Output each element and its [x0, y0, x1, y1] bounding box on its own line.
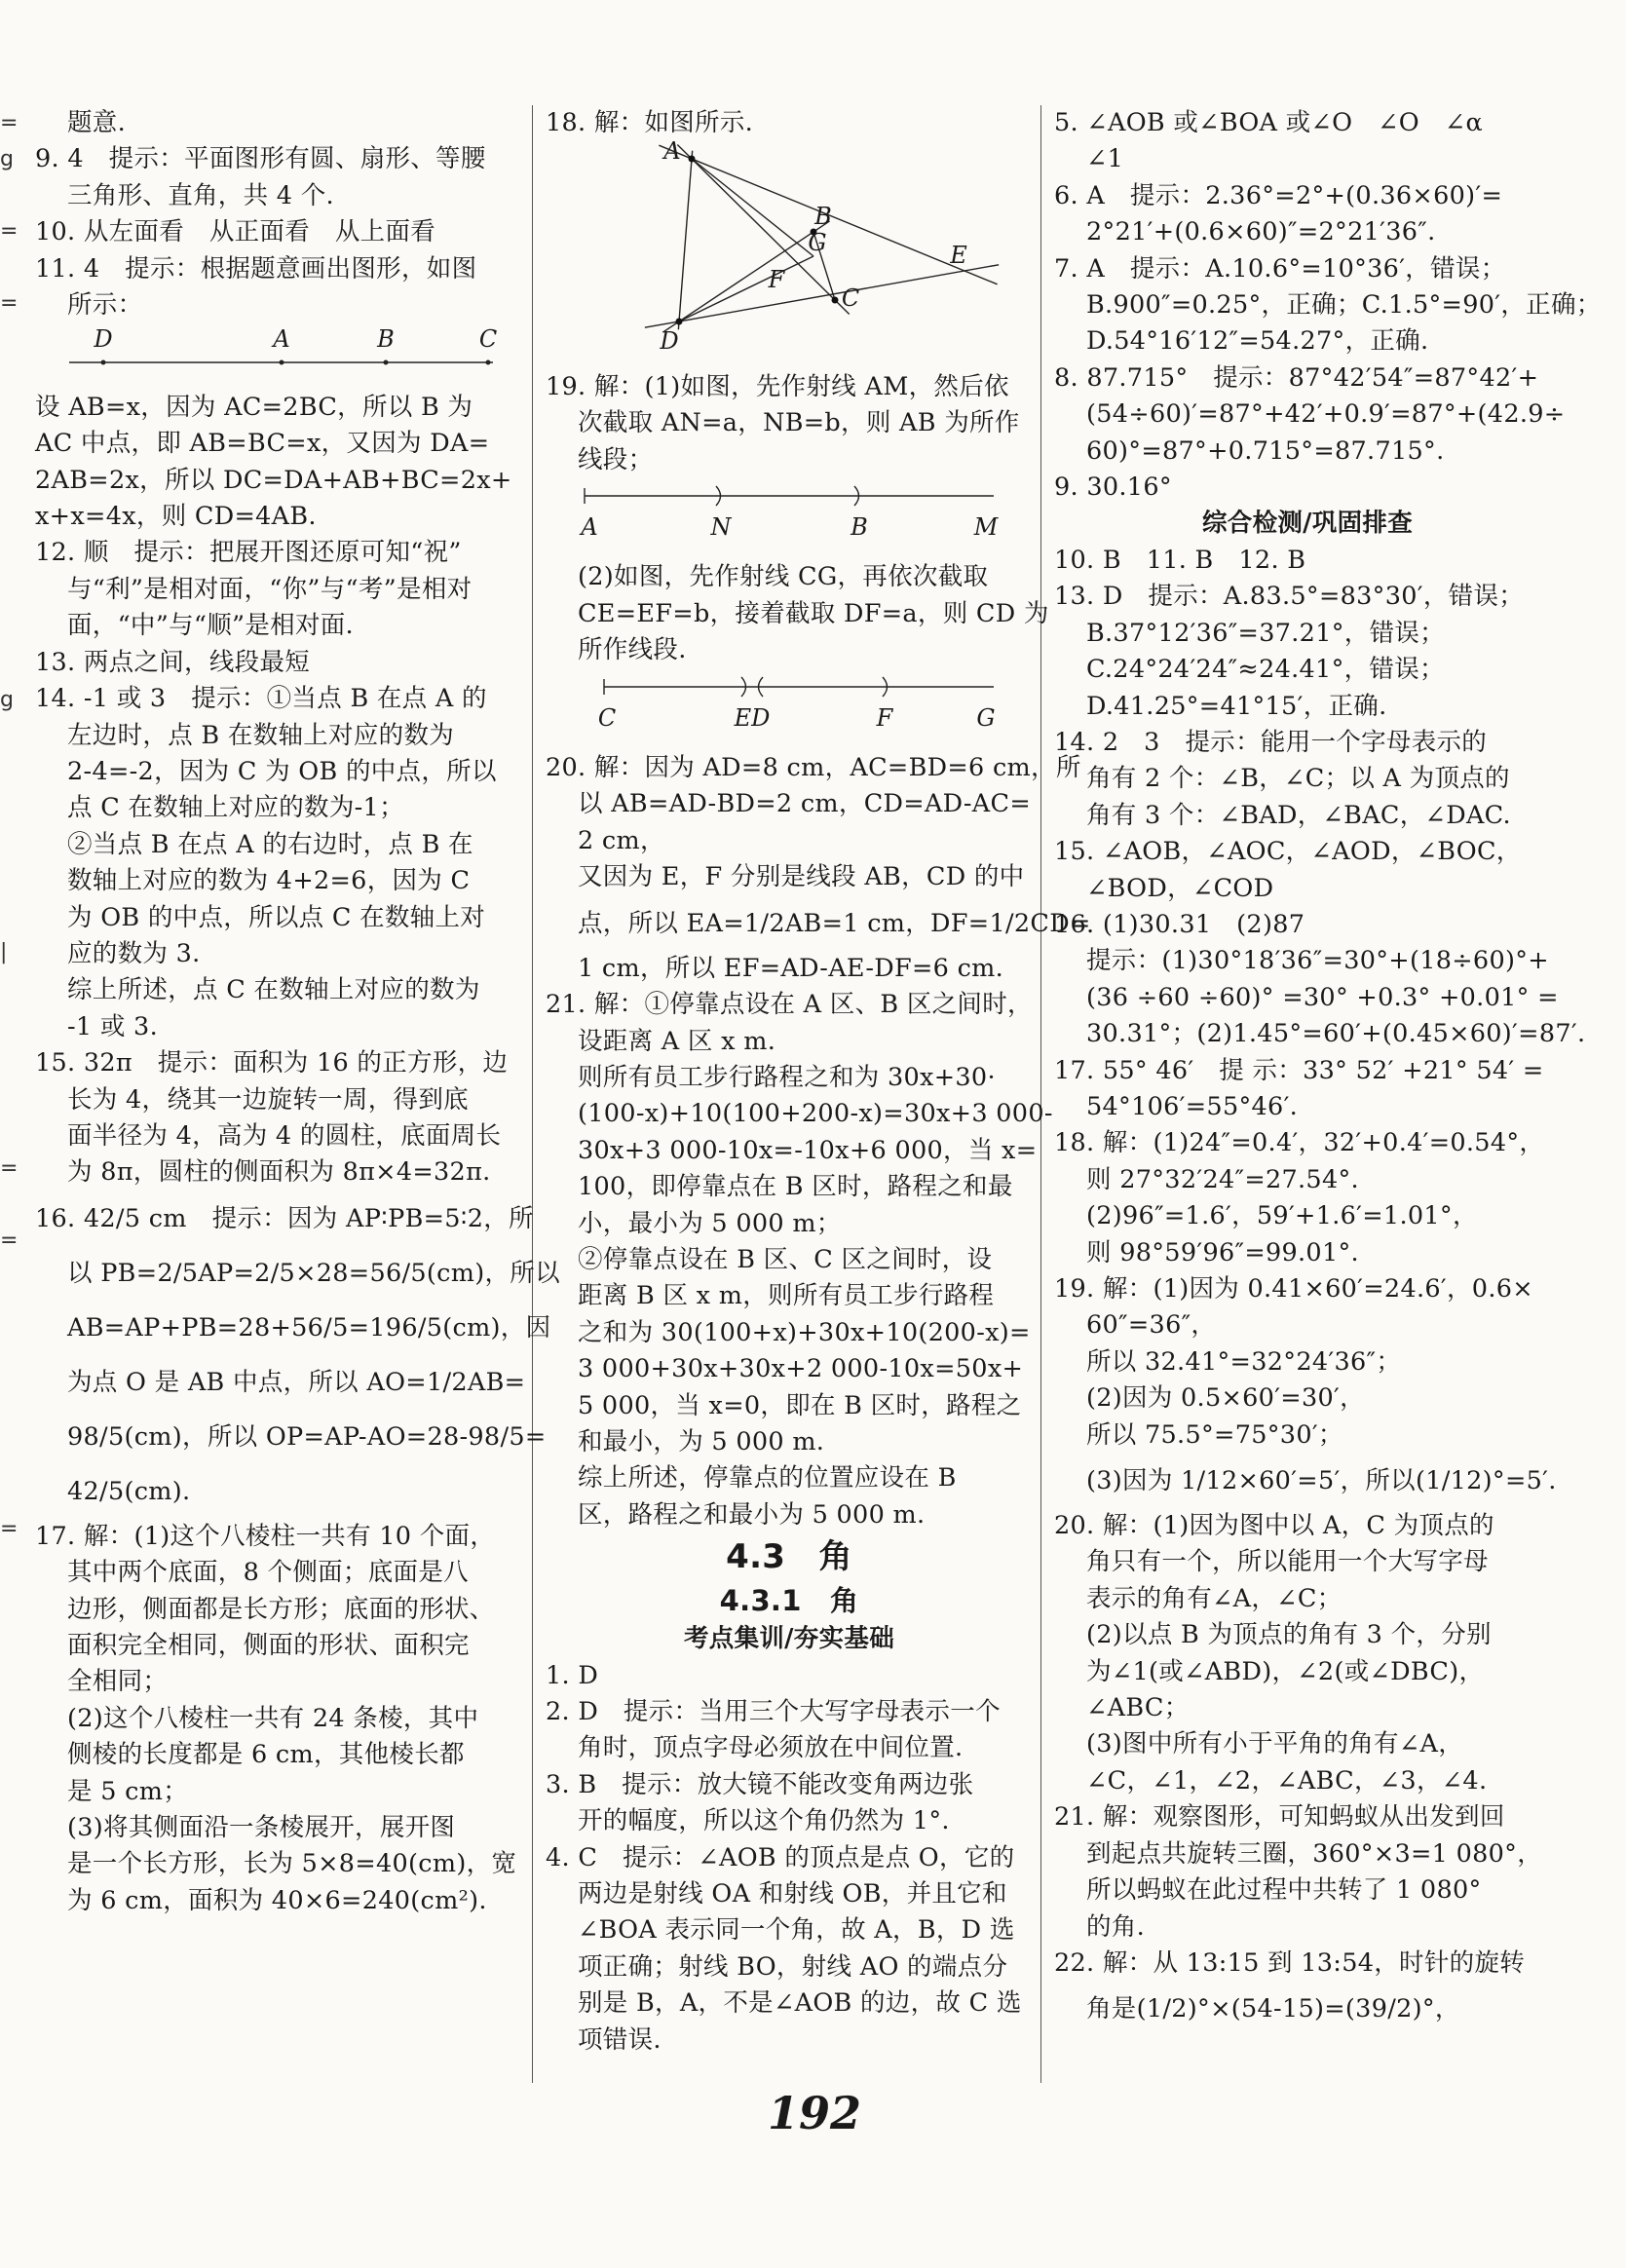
answer-line: 100，即停靠点在 B 区时，路程之和最: [578, 1172, 1013, 1202]
answer-line: 2. D 提示：当用三个大写字母表示一个: [546, 1697, 1001, 1726]
answer-line: 面半径为 4，高为 4 的圆柱，底面周长: [67, 1120, 502, 1151]
point-label: ED: [734, 703, 771, 732]
answer-line: (100-x)+10(100+200-x)=30x+3 000-: [578, 1099, 1053, 1129]
answer-line: ∠1: [1086, 144, 1124, 174]
answer-line: 之和为 30(100+x)+30x+10(200-x)=: [578, 1317, 1031, 1347]
answer-line: 15. 32π 提示：面积为 16 的正方形，边: [35, 1048, 509, 1078]
answer-line: (36 ÷60 ÷60)° =30° +0.3° +0.01° =: [1086, 982, 1559, 1012]
answer-line: 面积完全相同，侧面的形状、面积完: [67, 1631, 470, 1660]
answer-line: 为 OB 的中点，所以点 C 在数轴上对: [67, 902, 486, 932]
answer-line: 设距离 A 区 x m.: [578, 1026, 776, 1056]
margin-mark: [0, 862, 19, 898]
answer-line: 20. 解：(1)因为图中以 A，C 为顶点的: [1054, 1511, 1494, 1541]
answer-line: 则 98°59′96″=99.01°.: [1086, 1237, 1359, 1267]
answer-line: 左边时，点 B 在数轴上对应的数为: [67, 720, 455, 750]
answer-line: 侧棱的长度都是 6 cm，其他棱长都: [67, 1740, 465, 1770]
margin-mark: g: [0, 147, 14, 171]
margin-mark: |: [0, 940, 8, 964]
answer-line: (3)将其侧面沿一条棱展开，展开图: [67, 1813, 456, 1843]
answer-line: 是 5 cm；: [67, 1776, 188, 1806]
answer-line: 到起点共旋转三圈，360°×3=1 080°，: [1086, 1838, 1543, 1869]
answer-line: 1 cm，所以 EF=AD-AE-DF=6 cm.: [578, 953, 1004, 983]
margin-mark: [0, 718, 19, 754]
answer-line: 长为 4，绕其一边旋转一周，得到底: [67, 1084, 469, 1115]
segment-figure-dabc: [35, 323, 522, 389]
point-label: D: [660, 327, 679, 356]
margin-mark: [0, 249, 19, 285]
answer-line: 为 6 cm，面积为 40×6=240(cm²).: [67, 1885, 487, 1915]
answer-line: 16. (1)30.31 (2)87: [1054, 909, 1305, 939]
answer-line: 和最小，为 5 000 m.: [578, 1426, 825, 1456]
answer-line: 18. 解：如图所示.: [546, 108, 754, 137]
answer-line: 17. 55° 46′ 提 示：33° 52′ +21° 54′ =: [1054, 1055, 1544, 1085]
margin-mark: [0, 538, 19, 574]
answer-line: B.37°12′36″=37.21°，错误；: [1086, 618, 1445, 648]
answer-line: 11. 4 提示：根据题意画出图形，如图: [35, 253, 477, 284]
answer-line: ∠BOD，∠COD: [1086, 873, 1274, 903]
answer-line: 19. 解：(1)因为 0.41×60′=24.6′，0.6×: [1054, 1274, 1533, 1304]
answer-line: 60″=36″，: [1086, 1310, 1217, 1341]
point-label: A: [581, 513, 598, 542]
answer-line: 10. B 11. B 12. B: [1054, 545, 1306, 575]
answer-line: 角是(1/2)°×(54-15)=(39/2)°，: [1086, 1994, 1460, 2024]
answer-line: (54÷60)′=87°+42′+0.9′=87°+(42.9÷: [1086, 399, 1566, 430]
margin-mark: =: [0, 1156, 19, 1181]
margin-mark: [0, 1259, 19, 1295]
margin-mark: [0, 1006, 19, 1042]
answer-line: 22. 解：从 13:15 到 13:54，时针的旋转: [1054, 1947, 1526, 1978]
answer-line: 为点 O 是 AB 中点，所以 AO=1/2AB=: [67, 1367, 526, 1397]
answer-line: 线段；: [578, 444, 654, 474]
ray-figure-anbm: [546, 478, 1033, 559]
answer-line: 角只有一个，所以能用一个大写字母: [1086, 1547, 1489, 1577]
answer-line: 2 cm，: [578, 825, 665, 855]
answer-line: 题意.: [67, 108, 127, 137]
answer-line: AC 中点，即 AB=BC=x，又因为 DA=: [35, 429, 490, 459]
exercise-group-heading: 综合检测/巩固排查: [1201, 509, 1413, 539]
point-label: G: [976, 703, 996, 732]
answer-line: 21. 解：观察图形，可知蚂蚁从出发到回: [1054, 1802, 1505, 1833]
margin-mark: =: [0, 1228, 19, 1253]
figure-svg: [546, 669, 1003, 739]
answer-line: 面，“中”与“顺”是相对面.: [67, 611, 354, 641]
answer-line: 13. D 提示：A.83.5°=83°30′，错误；: [1054, 582, 1525, 612]
point-label: A: [273, 325, 290, 354]
answer-line: 14. -1 或 3 提示：①当点 B 在点 A 的: [35, 684, 487, 714]
answer-line: 30.31°；(2)1.45°=60′+(0.45×60)′=87′.: [1086, 1019, 1586, 1049]
answer-line: ∠BOA 表示同一个角，故 A，B，D 选: [578, 1915, 1015, 1946]
point-marker: [280, 360, 284, 365]
answer-line: 60)°=87°+0.715°=87.715°.: [1086, 435, 1445, 466]
answer-line: C.24°24′24″≈24.41°，错误；: [1086, 655, 1445, 685]
answer-line: 与“利”是相对面，“你”与“考”是相对: [67, 574, 473, 604]
answer-line: 其中两个底面，8 个侧面；底面是八: [67, 1558, 469, 1588]
answer-line: 18. 解：(1)24″=0.4′，32′+0.4′=0.54°，: [1054, 1128, 1545, 1158]
point-label: F: [876, 703, 893, 732]
answer-line: 项正确；射线 BO，射线 AO 的端点分: [578, 1951, 1008, 1982]
answer-line: 距离 B 区 x m，则所有员工步行路程: [578, 1281, 995, 1311]
answer-line: 角时，顶点字母必须放在中间位置.: [578, 1733, 964, 1763]
margin-mark: [0, 502, 19, 538]
answer-line: 为 8π，圆柱的侧面积为 8π×4=32π.: [67, 1157, 491, 1188]
margin-mark: =: [0, 219, 19, 244]
point-marker: [689, 156, 696, 163]
answer-line: 所示：: [67, 290, 143, 321]
exercise-group-heading: 考点集训/夯实基础: [683, 1624, 894, 1654]
margin-mark: [0, 177, 19, 213]
answer-line: CE=EF=b，接着截取 DF=a，则 CD 为: [578, 598, 1049, 628]
answer-line: 以 AB=AD-BD=2 cm，CD=AD-AC=: [578, 789, 1031, 819]
answer-line: 3 000+30x+30x+2 000-10x=50x+: [578, 1354, 1024, 1384]
answer-line: 2°21′+(0.6×60)″=2°21′36″.: [1086, 217, 1436, 247]
subsection-heading: 4.3.1 角: [719, 1584, 859, 1618]
ray-figure-cedfg: [546, 669, 1033, 750]
answer-column-3: [1054, 105, 1602, 2036]
answer-line: 10. 从左面看 从正面看 从上面看: [35, 217, 436, 247]
margin-mark: [0, 610, 19, 646]
answer-line: 20. 解：因为 AD=8 cm，AC=BD=6 cm，所: [546, 753, 1081, 783]
answer-line: 设 AB=x，因为 AC=2BC，所以 B 为: [35, 392, 473, 422]
section-heading: 4.3 角: [726, 1537, 852, 1577]
answer-line: 是一个长方形，长为 5×8=40(cm)，宽: [67, 1849, 517, 1879]
answer-line: D.54°16′12″=54.27°，正确.: [1086, 326, 1429, 357]
margin-mark: =: [0, 1517, 19, 1541]
point-label: D: [94, 325, 113, 354]
answer-line: 点 C 在数轴上对应的数为-1；: [67, 793, 404, 823]
answer-line: (3)因为 1/12×60′=5′，所以(1/12)°=5′.: [1086, 1466, 1557, 1496]
margin-mark: [0, 358, 19, 394]
point-label: E: [950, 242, 967, 270]
answer-line: ∠ABC；: [1086, 1693, 1190, 1723]
margin-mark: [0, 1295, 19, 1331]
margin-mark: [0, 1115, 19, 1151]
margin-mark: [0, 1078, 19, 1115]
answer-line: (2)如图，先作射线 CG，再依次截取: [578, 562, 989, 592]
point-marker: [676, 319, 683, 325]
point-label: B: [851, 513, 868, 542]
margin-mark: [0, 826, 19, 862]
point-label: G: [808, 229, 827, 257]
answer-line: 以 PB=2/5AP=2/5×28=56/5(cm)，所以: [67, 1258, 560, 1288]
answer-line: 2AB=2x，所以 DC=DA+AB+BC=2x+: [35, 465, 512, 495]
point-label: M: [973, 513, 999, 542]
answer-line: 1. D: [546, 1660, 599, 1690]
answer-line: -1 或 3.: [67, 1011, 158, 1041]
geometry-figure: [546, 137, 1033, 368]
margin-mark: [0, 430, 19, 466]
answer-line: 小，最小为 5 000 m；: [578, 1208, 842, 1238]
answer-line: ∠C，∠1，∠2，∠ABC，∠3，∠4.: [1086, 1765, 1488, 1796]
margin-mark: [0, 1403, 19, 1439]
margin-mark: g: [0, 688, 14, 712]
answer-line: 开的幅度，所以这个角仍然为 1°.: [578, 1806, 950, 1836]
answer-line: 则所有员工步行路程之和为 30x+30·: [578, 1062, 996, 1092]
answer-line: 综上所述，停靠点的位置应设在 B: [578, 1463, 957, 1493]
answer-line: 综上所述，点 C 在数轴上对应的数为: [67, 975, 480, 1005]
margin-mark: [0, 1547, 19, 1583]
answer-line: 8. 87.715° 提示：87°42′54″=87°42′+: [1054, 362, 1539, 393]
answer-line: 的角.: [1086, 1911, 1146, 1942]
point-label: C: [597, 703, 617, 732]
answer-line: 所以 32.41°=32°24′36″；: [1086, 1346, 1402, 1377]
answer-line: 全相同；: [67, 1667, 169, 1697]
answer-line: D.41.25°=41°15′，正确.: [1086, 691, 1387, 721]
margin-mark: [0, 646, 19, 682]
answer-line: x+x=4x，则 CD=4AB.: [35, 502, 317, 532]
answer-line: 5. ∠AOB 或∠BOA 或∠O ∠O ∠α: [1054, 108, 1484, 137]
answer-line: 数轴上对应的数为 4+2=6，因为 C: [67, 866, 471, 896]
point-marker: [832, 297, 839, 304]
answer-line: 9. 30.16°: [1054, 472, 1172, 503]
answer-line: 3. B 提示：放大镜不能改变角两边张: [546, 1769, 974, 1799]
margin-mark: [0, 790, 19, 826]
column-divider-2: [1040, 105, 1041, 2083]
answer-line: 7. A 提示：A.10.6°=10°36′，错误；: [1054, 253, 1506, 284]
margin-mark: [0, 754, 19, 790]
answer-line: 项错误.: [578, 2024, 662, 2055]
margin-mark: [0, 970, 19, 1006]
answer-line: 42/5(cm).: [67, 1476, 191, 1506]
margin-mark: [0, 1367, 19, 1403]
answer-line: 表示的角有∠A，∠C；: [1086, 1583, 1342, 1613]
answer-line: 所以 75.5°=75°30′；: [1086, 1419, 1343, 1450]
answer-line: 别是 B，A，不是∠AOB 的边，故 C 选: [578, 1988, 1022, 2019]
answer-line: 4. C 提示：∠AOB 的顶点是点 O，它的: [546, 1842, 1015, 1872]
margin-mark: [0, 1187, 19, 1223]
answer-line: 5 000，当 x=0，即在 B 区时，路程之: [578, 1390, 1022, 1420]
margin-mark: [0, 466, 19, 502]
answer-line: (2)以点 B 为顶点的角有 3 个，分别: [1086, 1620, 1492, 1650]
answer-line: 6. A 提示：2.36°=2°+(0.36×60)′=: [1054, 180, 1503, 210]
answer-line: 所以蚂蚁在此过程中共转了 1 080°: [1086, 1875, 1482, 1906]
answer-line: 54°106′=55°46′.: [1086, 1091, 1299, 1121]
answer-line: 次截取 AN=a，NB=b，则 AB 为所作: [578, 408, 1020, 438]
margin-mark: [0, 394, 19, 430]
answer-line: ②停靠点设在 B 区、C 区之间时，设: [578, 1244, 993, 1274]
answer-line: 提示：(1)30°18′36″=30°+(18÷60)°+: [1086, 946, 1549, 976]
answer-line: 19. 解：(1)如图，先作射线 AM，然后依: [546, 371, 1009, 401]
figure-svg: [35, 323, 498, 378]
answer-line: AB=AP+PB=28+56/5=196/5(cm)，因: [67, 1312, 551, 1342]
point-label: A: [663, 137, 681, 166]
answer-line: (2)这个八棱柱一共有 24 条棱，其中: [67, 1703, 479, 1733]
page-number: 192: [767, 2087, 862, 2139]
margin-mark: =: [0, 111, 19, 135]
answer-line: 角有 3 个：∠BAD，∠BAC，∠DAC.: [1086, 800, 1511, 830]
margin-mark: [0, 898, 19, 934]
column-divider-1: [532, 105, 533, 2083]
answer-line: 12. 顺 提示：把展开图还原可知“祝”: [35, 538, 462, 568]
point-label: C: [478, 325, 498, 354]
answer-line: ②当点 B 在点 A 的右边时，点 B 在: [67, 829, 473, 859]
margin-mark: [0, 321, 19, 358]
answer-line: 区，路程之和最小为 5 000 m.: [578, 1499, 926, 1530]
answer-line: 98/5(cm)，所以 OP=AP-AO=28-98/5=: [67, 1421, 547, 1452]
answer-line: 又因为 E，F 分别是线段 AB，CD 的中: [578, 862, 1025, 892]
answer-line: B.900″=0.25°，正确；C.1.5°=90′，正确；: [1086, 290, 1602, 321]
answer-line: 为∠1(或∠ABD)，∠2(或∠DBC)，: [1086, 1656, 1485, 1686]
point-label: B: [814, 203, 832, 231]
answer-line: 2-4=-2，因为 C 为 OB 的中点，所以: [67, 756, 497, 786]
point-marker: [101, 360, 106, 365]
answer-line: 13. 两点之间，线段最短: [35, 647, 311, 677]
answer-line: 21. 解：①停靠点设在 A 区、B 区之间时，: [546, 990, 1033, 1020]
answer-line: 应的数为 3.: [67, 938, 201, 968]
point-label: F: [768, 266, 785, 294]
answer-line: (2)因为 0.5×60′=30′，: [1086, 1383, 1365, 1414]
point-label: C: [841, 284, 860, 313]
point-marker: [384, 360, 389, 365]
margin-mark: [0, 1439, 19, 1475]
answer-line: (3)图中所有小于平角的角有∠A，: [1086, 1729, 1464, 1759]
point-label: B: [377, 325, 395, 354]
answer-line: 16. 42/5 cm 提示：因为 AP∶PB=5∶2，所: [35, 1203, 534, 1233]
answer-line: 则 27°32′24″=27.54°.: [1086, 1164, 1359, 1194]
figure-svg: [546, 478, 1003, 548]
margin-mark: =: [0, 291, 19, 316]
answer-line: 17. 解：(1)这个八棱柱一共有 10 个面，: [35, 1521, 496, 1551]
margin-mark: [0, 1042, 19, 1078]
left-margin-marks: [0, 105, 19, 1583]
answer-line: 三角形、直角，共 4 个.: [67, 180, 334, 210]
answer-line: 两边是射线 OA 和射线 OB，并且它和: [578, 1879, 1007, 1909]
answer-line: 9. 4 提示：平面图形有圆、扇形、等腰: [35, 144, 486, 174]
answer-line: 15. ∠AOB，∠AOC，∠AOD，∠BOC，: [1054, 837, 1522, 867]
answer-line: 30x+3 000-10x=-10x+6 000，当 x=: [578, 1135, 1038, 1165]
margin-mark: [0, 1475, 19, 1511]
answer-line: 所作线段.: [578, 635, 687, 665]
answer-column-2: [546, 105, 1091, 2059]
answer-line: 角有 2 个：∠B，∠C；以 A 为顶点的: [1086, 764, 1510, 794]
margin-mark: [0, 574, 19, 610]
answer-line: 14. 2 3 提示：能用一个字母表示的: [1054, 727, 1488, 757]
answer-line: 边形，侧面都是长方形；底面的形状、: [67, 1594, 495, 1624]
point-marker: [486, 360, 491, 365]
answer-column-1: [35, 105, 560, 1919]
figure-svg: [546, 137, 994, 358]
answer-line: 点，所以 EA=1/2AB=1 cm，DF=1/2CD=: [578, 908, 1091, 938]
answer-line: (2)96″=1.6′，59′+1.6′=1.01°，: [1086, 1201, 1478, 1231]
point-label: N: [710, 513, 732, 542]
margin-mark: [0, 1331, 19, 1367]
